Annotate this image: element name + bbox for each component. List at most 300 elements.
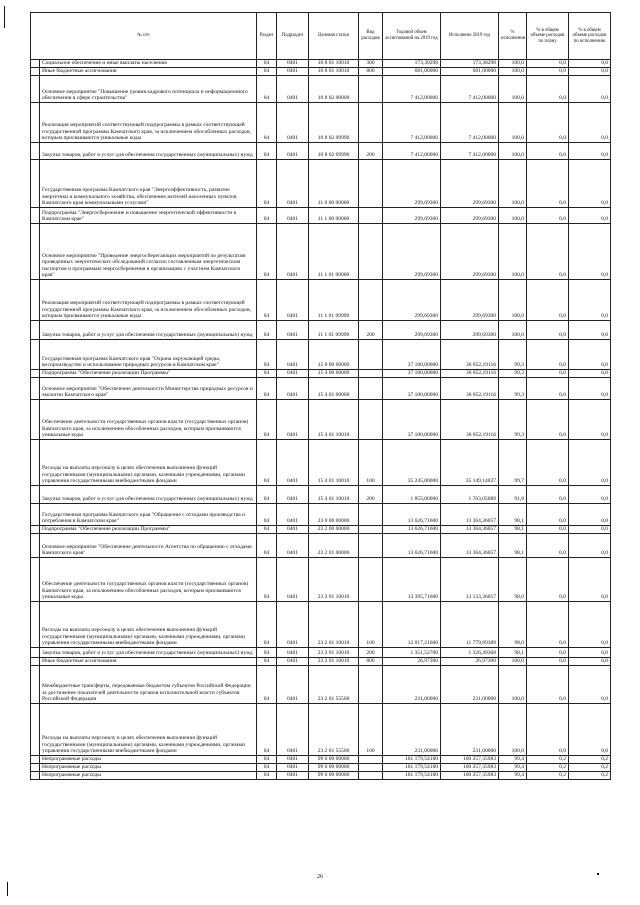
page-number: 26 — [317, 874, 323, 880]
row-plan: 13 626,71600 — [383, 504, 441, 526]
row-share-plan: 0,0 — [527, 68, 569, 76]
row-share-executed: 0,0 — [569, 526, 611, 534]
row-plan: 231,00000 — [383, 704, 441, 756]
row-percent: 99,4 — [499, 772, 527, 780]
row-podrazdel: 0401 — [277, 224, 309, 280]
row-razdel: 04 — [257, 340, 277, 370]
header-podrazdel: Подраздел — [277, 13, 309, 60]
row-executed: 231,00000 — [441, 666, 499, 704]
row-expense-type: 200 — [359, 321, 383, 340]
row-podrazdel: 0401 — [277, 103, 309, 143]
row-number — [31, 764, 40, 772]
scan-mark-top-left — [4, 6, 5, 28]
scan-mark-bottom-right — [597, 873, 599, 875]
row-plan: 231,00000 — [383, 666, 441, 704]
row-target-article: 23 2 01 10010 — [309, 602, 359, 648]
row-share-executed: 0,0 — [569, 486, 611, 504]
row-expense-type — [359, 340, 383, 370]
row-share-plan: 0,0 — [527, 280, 569, 321]
row-percent: 99,7 — [499, 440, 527, 486]
row-number — [31, 68, 40, 76]
row-number — [31, 378, 40, 400]
row-razdel: 04 — [257, 60, 277, 68]
row-plan: 299,69300 — [383, 208, 441, 224]
row-percent: 99,3 — [499, 400, 527, 440]
row-number — [31, 526, 40, 534]
row-plan: 37 100,00000 — [383, 340, 441, 370]
row-percent: 100,0 — [499, 666, 527, 704]
row-expense-type — [359, 208, 383, 224]
row-share-executed: 0,2 — [569, 772, 611, 780]
row-razdel: 04 — [257, 666, 277, 704]
table-row — [31, 60, 611, 68]
row-share-executed: 0,0 — [569, 658, 611, 666]
row-razdel: 04 — [257, 486, 277, 504]
table-body — [31, 60, 611, 780]
row-share-plan: 0,0 — [527, 208, 569, 224]
row-name: Закупка товаров, работ и услуг для обеспечения государственных (муниципальных) нужд — [40, 486, 257, 504]
row-target-article: 10 8 02 09990 — [309, 143, 359, 160]
row-percent: 100,0 — [499, 208, 527, 224]
row-name: Обеспечение деятельности государственных органов власти (государственных органов) Камчатского края, за исключением обособленных расходов, которым присваиваются уникальные коды — [40, 400, 257, 440]
row-share-executed: 0,0 — [569, 558, 611, 602]
row-executed: 299,69300 — [441, 224, 499, 280]
row-executed: 160 257,35983 — [441, 764, 499, 772]
row-razdel: 04 — [257, 321, 277, 340]
row-name: Расходы на выплаты персоналу в целях обеспечения выполнения функций государственными (муниципальными) органами, казенными учреждениями, органами управления государственными внебюджетными фондами — [40, 704, 257, 756]
row-razdel: 04 — [257, 208, 277, 224]
header-plan: Годовой объем ассигнований на 2019 год — [383, 13, 441, 60]
row-razdel: 04 — [257, 400, 277, 440]
row-podrazdel: 0401 — [277, 143, 309, 160]
row-executed: 7 412,00000 — [441, 103, 499, 143]
row-razdel: 04 — [257, 772, 277, 780]
row-plan: 35 245,00000 — [383, 440, 441, 486]
row-plan: 299,69300 — [383, 280, 441, 321]
row-share-plan: 0,0 — [527, 60, 569, 68]
row-number — [31, 321, 40, 340]
row-number — [31, 103, 40, 143]
table-row — [31, 602, 611, 648]
row-name: Реализация мероприятий соответствующей подпрограммы в рамках соответствующей государственной программы Камчатского края, за исключением обособленных расходов, которым присваиваются уникальные коды — [40, 103, 257, 143]
row-podrazdel: 0401 — [277, 526, 309, 534]
row-expense-type — [359, 103, 383, 143]
row-razdel: 04 — [257, 378, 277, 400]
row-target-article: 99 0 00 00000 — [309, 756, 359, 764]
row-plan: 26,97300 — [383, 658, 441, 666]
row-executed: 160 257,35983 — [441, 756, 499, 764]
header-ispolneno: Исполнено 2019 год — [441, 13, 499, 60]
row-number — [31, 143, 40, 160]
row-name: Социальное обеспечение и иные выплаты населению — [40, 60, 257, 68]
row-name: Непрограммные расходы — [40, 772, 257, 780]
row-share-plan: 0,0 — [527, 76, 569, 103]
row-executed: 26,97300 — [441, 658, 499, 666]
row-executed: 11 779,89389 — [441, 602, 499, 648]
row-percent: 100,0 — [499, 704, 527, 756]
row-target-article: 15 4 01 10010 — [309, 400, 359, 440]
table-row — [31, 764, 611, 772]
row-plan: 299,69300 — [383, 224, 441, 280]
row-number — [31, 224, 40, 280]
row-share-executed: 0,0 — [569, 76, 611, 103]
row-expense-type: 100 — [359, 440, 383, 486]
row-plan: 37 100,00000 — [383, 370, 441, 378]
row-name: Непрограммные расходы — [40, 764, 257, 772]
row-expense-type: 100 — [359, 704, 383, 756]
row-target-article: 15 4 00 00000 — [309, 370, 359, 378]
row-podrazdel: 0401 — [277, 534, 309, 558]
table-row — [31, 504, 611, 526]
row-podrazdel: 0401 — [277, 756, 309, 764]
row-percent: 100,0 — [499, 76, 527, 103]
row-percent: 100,0 — [499, 68, 527, 76]
row-razdel: 04 — [257, 764, 277, 772]
row-name: Основное мероприятие "Проведение энергосберегающих мероприятий по результатам проведенных энергетических обследований согласно составленным энергетическим паспортам и программам энергосбережения в организациях с участием Камчатского края" — [40, 224, 257, 280]
row-expense-type — [359, 378, 383, 400]
row-executed: 13 133,36057 — [441, 558, 499, 602]
row-share-executed: 0,0 — [569, 370, 611, 378]
row-number — [31, 440, 40, 486]
table-row — [31, 772, 611, 780]
row-target-article: 99 0 00 00000 — [309, 764, 359, 772]
row-razdel: 04 — [257, 534, 277, 558]
row-share-executed: 0,0 — [569, 60, 611, 68]
row-percent: 91,8 — [499, 486, 527, 504]
row-expense-type — [359, 280, 383, 321]
header-razdel: Раздел — [257, 13, 277, 60]
row-share-plan: 0,0 — [527, 602, 569, 648]
row-number — [31, 558, 40, 602]
row-target-article: 15 4 01 10010 — [309, 440, 359, 486]
row-name: Реализация мероприятий соответствующей подпрограммы в рамках соответствующей государственной программы Камчатского края, за исключением обособленных расходов, которым присваиваются уникальные коды — [40, 280, 257, 321]
scan-mark-bottom-left — [7, 882, 8, 896]
row-podrazdel: 0401 — [277, 648, 309, 658]
row-podrazdel: 0401 — [277, 666, 309, 704]
row-share-executed: 0,0 — [569, 340, 611, 370]
row-podrazdel: 0401 — [277, 321, 309, 340]
header-pct: % исполнения — [499, 13, 527, 60]
row-executed: 7 412,00000 — [441, 76, 499, 103]
row-executed: 160 257,35983 — [441, 772, 499, 780]
row-razdel: 04 — [257, 68, 277, 76]
table-row — [31, 534, 611, 558]
row-name: Основное мероприятие "Обеспечение деятельности Министерства природных ресурсов и экологии Камчатского края" — [40, 378, 257, 400]
row-expense-type: 200 — [359, 486, 383, 504]
row-expense-type — [359, 400, 383, 440]
row-percent: 99,3 — [499, 340, 527, 370]
row-executed: 36 852,19116 — [441, 340, 499, 370]
row-plan: 12 017,21600 — [383, 602, 441, 648]
table-row — [31, 340, 611, 370]
row-executed: 7 412,00000 — [441, 143, 499, 160]
row-plan: 7 412,00000 — [383, 143, 441, 160]
row-share-plan: 0,0 — [527, 370, 569, 378]
row-share-plan: 0,0 — [527, 378, 569, 400]
row-podrazdel: 0401 — [277, 160, 309, 208]
row-number — [31, 756, 40, 764]
row-razdel: 04 — [257, 224, 277, 280]
row-target-article: 23 2 00 00000 — [309, 526, 359, 534]
row-share-executed: 0,0 — [569, 208, 611, 224]
row-share-executed: 0,0 — [569, 666, 611, 704]
row-name: Подпрограмма "Обеспечение реализации Программы" — [40, 370, 257, 378]
row-share-executed: 0,0 — [569, 68, 611, 76]
row-number — [31, 534, 40, 558]
row-expense-type — [359, 526, 383, 534]
row-podrazdel: 0401 — [277, 68, 309, 76]
row-target-article: 11 0 00 00000 — [309, 160, 359, 208]
row-target-article: 15 0 00 00000 — [309, 340, 359, 370]
row-name: Закупка товаров, работ и услуг для обеспечения государственных (муниципальных) нужд — [40, 143, 257, 160]
row-target-article: 23 2 01 10010 — [309, 658, 359, 666]
row-name: Иные бюджетные ассигнования — [40, 658, 257, 666]
row-executed: 299,69300 — [441, 208, 499, 224]
table-row — [31, 704, 611, 756]
row-percent: 99,4 — [499, 764, 527, 772]
row-podrazdel: 0401 — [277, 772, 309, 780]
row-expense-type: 800 — [359, 658, 383, 666]
row-executed: 13 364,36057 — [441, 504, 499, 526]
table-row — [31, 400, 611, 440]
row-share-executed: 0,0 — [569, 704, 611, 756]
row-name: Непрограммные расходы — [40, 756, 257, 764]
row-plan: 1 855,00000 — [383, 486, 441, 504]
table-header-row — [31, 13, 611, 60]
row-plan: 161 179,54160 — [383, 772, 441, 780]
row-share-executed: 0,0 — [569, 321, 611, 340]
row-razdel: 04 — [257, 648, 277, 658]
row-expense-type: 100 — [359, 602, 383, 648]
row-podrazdel: 0401 — [277, 76, 309, 103]
budget-table — [30, 12, 611, 780]
row-expense-type: 200 — [359, 648, 383, 658]
row-plan: 299,69300 — [383, 321, 441, 340]
row-executed: 231,00000 — [441, 704, 499, 756]
row-share-plan: 0,0 — [527, 400, 569, 440]
header-share-plan: % в общем объеме расходов по плану — [527, 13, 569, 60]
row-percent: 98,0 — [499, 558, 527, 602]
row-podrazdel: 0401 — [277, 558, 309, 602]
row-share-plan: 0,0 — [527, 103, 569, 143]
row-podrazdel: 0401 — [277, 208, 309, 224]
row-target-article: 23 2 01 10010 — [309, 558, 359, 602]
row-razdel: 04 — [257, 280, 277, 321]
header-vr: Вид расходов — [359, 13, 383, 60]
row-plan: 7 412,00000 — [383, 76, 441, 103]
row-plan: 13 626,71600 — [383, 526, 441, 534]
row-share-plan: 0,0 — [527, 704, 569, 756]
row-share-executed: 0,0 — [569, 602, 611, 648]
row-name: Обеспечение деятельности государственных органов власти (государственных органов) Камчатского края, за исключением обособленных расходов, которым присваиваются уникальные коды — [40, 558, 257, 602]
row-share-executed: 0,0 — [569, 160, 611, 208]
table-row — [31, 378, 611, 400]
row-number — [31, 340, 40, 370]
row-number — [31, 208, 40, 224]
table-row — [31, 648, 611, 658]
row-number — [31, 658, 40, 666]
row-executed: 13 364,36057 — [441, 526, 499, 534]
row-share-plan: 0,0 — [527, 143, 569, 160]
row-share-executed: 0,0 — [569, 504, 611, 526]
row-expense-type: 300 — [359, 60, 383, 68]
row-percent: 98,1 — [499, 504, 527, 526]
row-share-executed: 0,0 — [569, 400, 611, 440]
row-razdel: 04 — [257, 160, 277, 208]
row-podrazdel: 0401 — [277, 440, 309, 486]
row-share-plan: 0,0 — [527, 658, 569, 666]
row-name: Государственная программа Камчатского края "Энергоэффективность, развитие энергетики и коммунального хозяйства, обеспечение жителей населенных пунктов Камчатского края коммунальными услугами" — [40, 160, 257, 208]
row-expense-type — [359, 666, 383, 704]
row-share-executed: 0,0 — [569, 534, 611, 558]
row-share-plan: 0,0 — [527, 504, 569, 526]
row-executed: 173,30298 — [441, 60, 499, 68]
row-executed: 36 852,19116 — [441, 370, 499, 378]
row-share-executed: 0,0 — [569, 103, 611, 143]
row-razdel: 04 — [257, 370, 277, 378]
row-executed: 299,69300 — [441, 160, 499, 208]
row-target-article: 23 2 01 55500 — [309, 704, 359, 756]
row-podrazdel: 0401 — [277, 764, 309, 772]
table-row — [31, 658, 611, 666]
row-name: Закупка товаров, работ и услуг для обеспечения государственных (муниципальных) нужд — [40, 321, 257, 340]
row-expense-type — [359, 224, 383, 280]
row-executed: 36 852,19116 — [441, 378, 499, 400]
row-plan: 37 100,00000 — [383, 378, 441, 400]
row-expense-type — [359, 160, 383, 208]
table-row — [31, 486, 611, 504]
table-row — [31, 143, 611, 160]
row-target-article: 15 4 01 00000 — [309, 378, 359, 400]
row-name: Основное мероприятие "Обеспечение деятельности Агентства по обращению с отходами Камчатского края" — [40, 534, 257, 558]
table-row — [31, 440, 611, 486]
row-podrazdel: 0401 — [277, 378, 309, 400]
row-target-article: 11 1 01 09990 — [309, 280, 359, 321]
row-name: Подпрограмма "Обеспечение реализации Программы" — [40, 526, 257, 534]
row-share-plan: 0,2 — [527, 772, 569, 780]
row-share-executed: 0,0 — [569, 280, 611, 321]
row-target-article: 23 0 00 00000 — [309, 504, 359, 526]
table-row — [31, 526, 611, 534]
row-number — [31, 486, 40, 504]
row-expense-type — [359, 764, 383, 772]
row-razdel: 04 — [257, 526, 277, 534]
row-number — [31, 772, 40, 780]
header-share-isp: % в общем объеме расходов по исполнению — [569, 13, 611, 60]
row-share-plan: 0,0 — [527, 558, 569, 602]
row-razdel: 04 — [257, 704, 277, 756]
row-expense-type — [359, 370, 383, 378]
row-plan: 299,69300 — [383, 160, 441, 208]
table-row — [31, 160, 611, 208]
table-row — [31, 224, 611, 280]
header-csr: Целевая статья — [309, 13, 359, 60]
row-share-plan: 0,2 — [527, 756, 569, 764]
row-podrazdel: 0401 — [277, 704, 309, 756]
row-target-article: 15 4 01 10010 — [309, 486, 359, 504]
row-target-article: 99 0 00 00000 — [309, 772, 359, 780]
row-percent: 100,0 — [499, 224, 527, 280]
row-podrazdel: 0401 — [277, 340, 309, 370]
row-plan: 161 179,54160 — [383, 764, 441, 772]
row-name: Иные бюджетные ассигнования — [40, 68, 257, 76]
row-share-plan: 0,0 — [527, 440, 569, 486]
row-name: Государственная программа Камчатского края "Обращение с отходами производства и потребления в Камчатском крае" — [40, 504, 257, 526]
row-number — [31, 504, 40, 526]
row-target-article: 11 1 01 09990 — [309, 321, 359, 340]
row-percent: 100,0 — [499, 321, 527, 340]
row-plan: 1 351,52700 — [383, 648, 441, 658]
row-percent: 98,1 — [499, 526, 527, 534]
row-plan: 161 179,54160 — [383, 756, 441, 764]
row-name: Расходы на выплаты персоналу в целях обеспечения выполнения функций государственными (муниципальными) органами, казенными учреждениями, органами управления государственными внебюджетными фондами — [40, 440, 257, 486]
row-target-article: 23 2 01 55500 — [309, 666, 359, 704]
row-share-executed: 0,0 — [569, 224, 611, 280]
table-row — [31, 321, 611, 340]
table-row — [31, 370, 611, 378]
row-percent: 98,0 — [499, 602, 527, 648]
row-number — [31, 280, 40, 321]
row-razdel: 04 — [257, 440, 277, 486]
row-name: Закупка товаров, работ и услуг для обеспечения государственных (муниципальных) нужд — [40, 648, 257, 658]
row-plan: 37 100,00000 — [383, 400, 441, 440]
table-row — [31, 68, 611, 76]
row-share-plan: 0,0 — [527, 340, 569, 370]
row-share-executed: 0,0 — [569, 440, 611, 486]
row-percent: 100,0 — [499, 160, 527, 208]
row-target-article: 11 1 01 00000 — [309, 224, 359, 280]
table-row — [31, 208, 611, 224]
row-target-article: 10 8 01 10010 — [309, 60, 359, 68]
row-name: Расходы на выплаты персоналу в целях обеспечения выполнения функций государственными (муниципальными) органами, казенными учреждениями, органами управления государственными внебюджетными фондами — [40, 602, 257, 648]
row-plan: 13 626,71600 — [383, 534, 441, 558]
row-share-plan: 0,0 — [527, 160, 569, 208]
row-expense-type — [359, 534, 383, 558]
row-number — [31, 370, 40, 378]
table-row — [31, 666, 611, 704]
row-share-plan: 0,0 — [527, 666, 569, 704]
row-target-article: 23 2 01 10010 — [309, 648, 359, 658]
row-share-plan: 0,0 — [527, 648, 569, 658]
row-number — [31, 400, 40, 440]
row-percent: 100,0 — [499, 280, 527, 321]
row-percent: 99,4 — [499, 756, 527, 764]
row-podrazdel: 0401 — [277, 658, 309, 666]
row-podrazdel: 0401 — [277, 504, 309, 526]
row-executed: 299,69300 — [441, 321, 499, 340]
table-row — [31, 103, 611, 143]
row-share-plan: 0,0 — [527, 224, 569, 280]
row-podrazdel: 0401 — [277, 60, 309, 68]
row-plan: 7 412,00000 — [383, 103, 441, 143]
row-podrazdel: 0401 — [277, 280, 309, 321]
row-name: Основное мероприятие "Повышение уровня кадрового потенциала и информационного обеспечения в сфере строительства" — [40, 76, 257, 103]
row-number — [31, 602, 40, 648]
row-percent: 100,0 — [499, 103, 527, 143]
row-expense-type — [359, 558, 383, 602]
row-razdel: 04 — [257, 504, 277, 526]
row-razdel: 04 — [257, 143, 277, 160]
row-name: Межбюджетные трансферты, передаваемые бюджетам субъектов Российской Федерации за достижение показателей деятельности органов исполнительной власти субъектов Российской Федерации — [40, 666, 257, 704]
row-expense-type — [359, 772, 383, 780]
row-podrazdel: 0401 — [277, 400, 309, 440]
row-number — [31, 666, 40, 704]
row-expense-type — [359, 76, 383, 103]
row-razdel: 04 — [257, 602, 277, 648]
row-name: Подпрограмма "Энергосбережение и повышение энергетической эффективности в Камчатском крае" — [40, 208, 257, 224]
row-target-article: 23 2 01 00000 — [309, 534, 359, 558]
row-share-plan: 0,0 — [527, 486, 569, 504]
